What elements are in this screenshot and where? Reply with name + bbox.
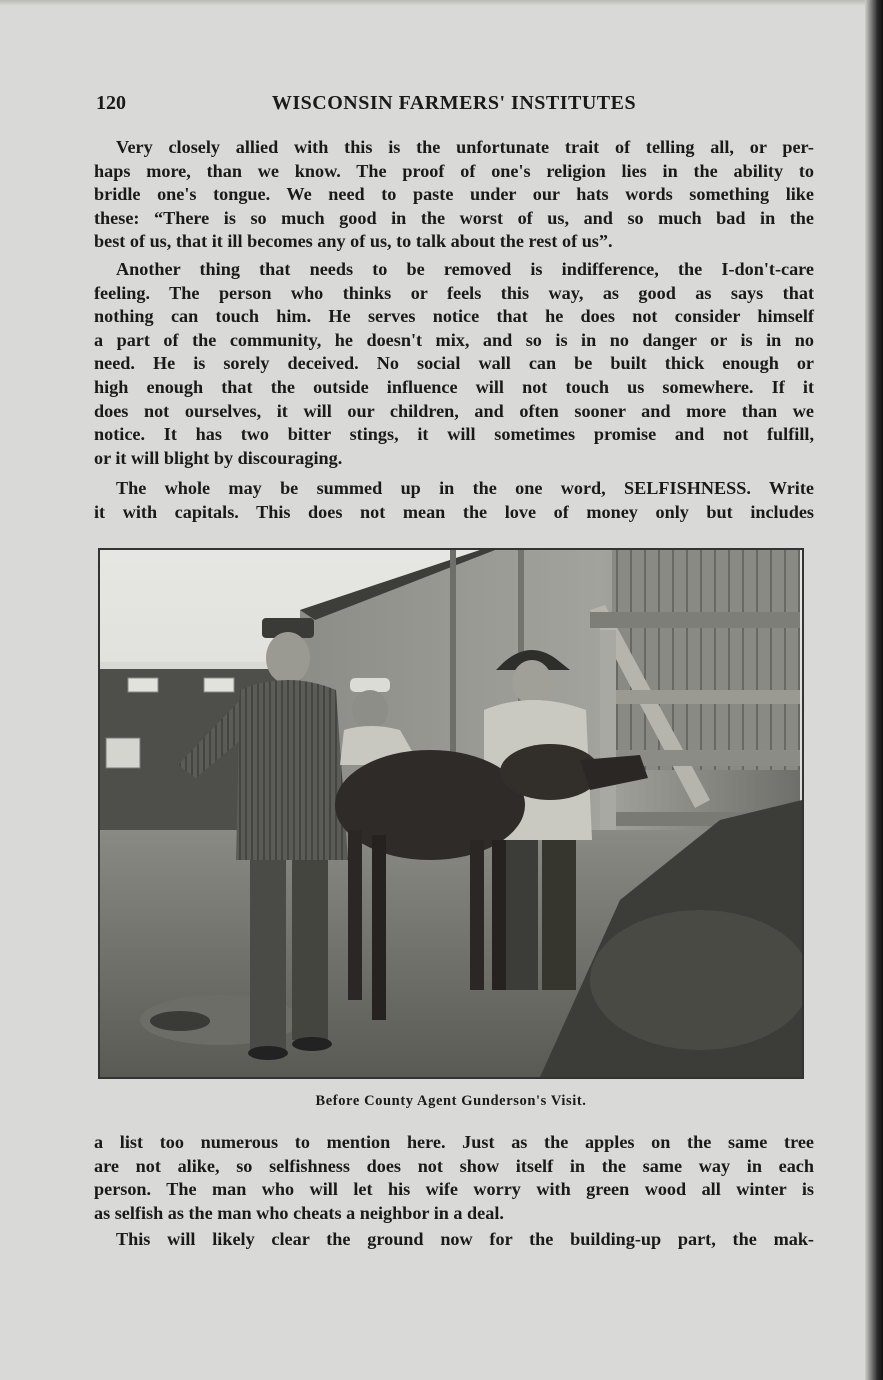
- running-head: WISCONSIN FARMERS' INSTITUTES: [271, 92, 637, 114]
- text-line: as selfish as the man who cheats a neighbor in a deal.: [94, 1202, 504, 1223]
- page-header: [96, 92, 812, 120]
- text-line: feeling. The person who thinks or feels this way, as good as says that: [94, 282, 814, 303]
- text-line: or it will blight by discouraging.: [94, 447, 343, 468]
- paragraph-indifference: [94, 258, 814, 470]
- text-line: a part of the community, he doesn't mix, and so is in no danger or is in no: [94, 329, 814, 350]
- paragraph-gossip: [94, 136, 814, 254]
- text-line: Very closely allied with this is the unfortunate trait of telling all, or per-: [116, 137, 814, 157]
- text-line: notice. It has two bitter stings, it will sometimes promise and not fulfill,: [94, 424, 814, 445]
- text-line: haps more, than we know. The proof of one's religion lies in the ability to: [94, 160, 814, 181]
- text-line: need. He is sorely deceived. No social wall can be built thick enough or: [94, 353, 814, 374]
- text-line: Another thing that needs to be removed is indifference, the I-don't-care: [116, 259, 814, 279]
- paragraph-selfishness: [94, 477, 814, 524]
- text-line: high enough that the outside influence will not touch us somewhere. If it: [94, 376, 814, 397]
- text-line: best of us, that it ill becomes any of us, to talk about the rest of us”.: [94, 231, 613, 252]
- farm-photo-illustration: [100, 550, 802, 1077]
- paragraph-list: [94, 1131, 814, 1225]
- photo-caption: Before County Agent Gunderson's Visit.: [315, 1093, 587, 1109]
- photograph: [98, 548, 804, 1079]
- text-line: does not ourselves, it will our children, and often sooner and more than we: [94, 400, 814, 421]
- text-line: This will likely clear the ground now for the building-up part, the mak-: [116, 1229, 814, 1249]
- text-line: The whole may be summed up in the one word, SELFISHNESS. Write: [116, 478, 814, 498]
- text-line: person. The man who will let his wife worry with green wood all winter is: [94, 1179, 814, 1200]
- paragraph-building-up: [94, 1228, 814, 1252]
- page-edge: [865, 0, 883, 1380]
- text-line: it with capitals. This does not mean the love of money only but includes: [94, 501, 814, 522]
- page-top-shadow: [0, 0, 883, 6]
- text-line: a list too numerous to mention here. Just as the apples on the same tree: [94, 1132, 814, 1152]
- text-line: these: “There is so much good in the worst of us, and so much bad in the: [94, 207, 814, 228]
- text-line: nothing can touch him. He serves notice that he does not consider himself: [94, 306, 814, 327]
- text-line: bridle one's tongue. We need to paste under our hats words something like: [94, 184, 814, 205]
- page-number: 120: [96, 92, 126, 114]
- text-line: are not alike, so selfishness does not show itself in the same way in each: [94, 1155, 814, 1176]
